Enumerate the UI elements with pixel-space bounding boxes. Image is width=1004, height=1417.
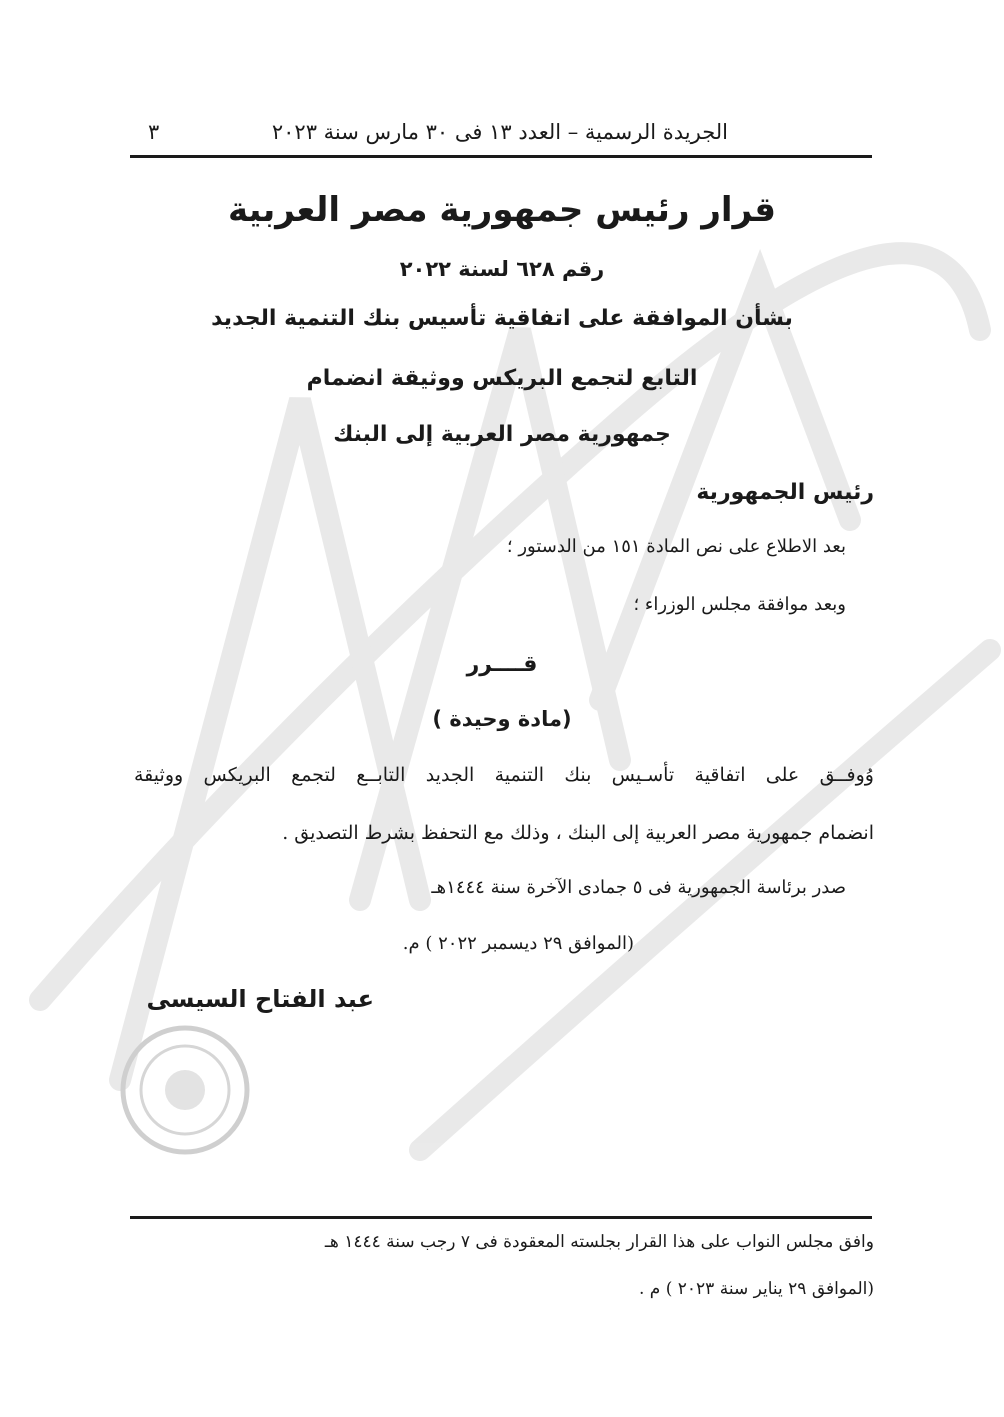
article-body-line1: وُوفــق على اتفاقية تأسـيس بنك التنمية الجديد التابــع لتجمع البريكس ووثيقة [134, 764, 874, 786]
decided-heading: قــــرر [466, 652, 538, 677]
issuance-date-gregorian: (الموافق ٢٩ ديسمبر ٢٠٢٢ ) م. [402, 933, 634, 954]
recital-cabinet: وبعد موافقة مجلس الوزراء ؛ [633, 594, 846, 615]
footnote-divider [130, 1216, 872, 1219]
footnote-line1: وافق مجلس النواب على هذا القرار بجلسته المعقودة فى ٧ رجب سنة ١٤٤٤ هـ [324, 1232, 874, 1252]
page-header [130, 114, 870, 154]
decree-title: قرار رئيس جمهورية مصر العربية [227, 190, 777, 230]
page-number: ٣ [148, 120, 160, 144]
article-body-line2: انضمام جمهورية مصر العربية إلى البنك ، وذلك مع التحفظ بشرط التصديق . [282, 822, 874, 844]
recital-constitution: بعد الاطلاع على نص المادة ١٥١ من الدستور ؛ [506, 536, 846, 557]
decree-subject-line3: جمهورية مصر العربية إلى البنك [333, 422, 671, 447]
issuance-date-hijri: صدر برئاسة الجمهورية فى ٥ جمادى الآخرة سنة ١٤٤٤هـ [431, 877, 846, 898]
seal-icon [123, 1028, 247, 1152]
president-heading: رئيس الجمهورية [696, 480, 874, 505]
decree-number: رقم ٦٢٨ لسنة ٢٠٢٢ [399, 257, 605, 281]
article-heading: (مادة وحيدة ) [432, 707, 572, 731]
header-divider [130, 155, 872, 158]
footnote-line2: (الموافق ٢٩ يناير سنة ٢٠٢٣ ) م . [638, 1279, 874, 1299]
signature: عبد الفتاح السيسى [146, 985, 374, 1013]
decree-subject-line2: التابع لتجمع البريكس ووثيقة انضمام [306, 366, 698, 391]
gazette-title: الجريدة الرسمية – العدد ١٣ فى ٣٠ مارس سنة ٢٠٢٣ [271, 120, 728, 144]
decree-subject-line1: بشأن الموافقة على اتفاقية تأسيس بنك التنمية الجديد [211, 306, 793, 331]
